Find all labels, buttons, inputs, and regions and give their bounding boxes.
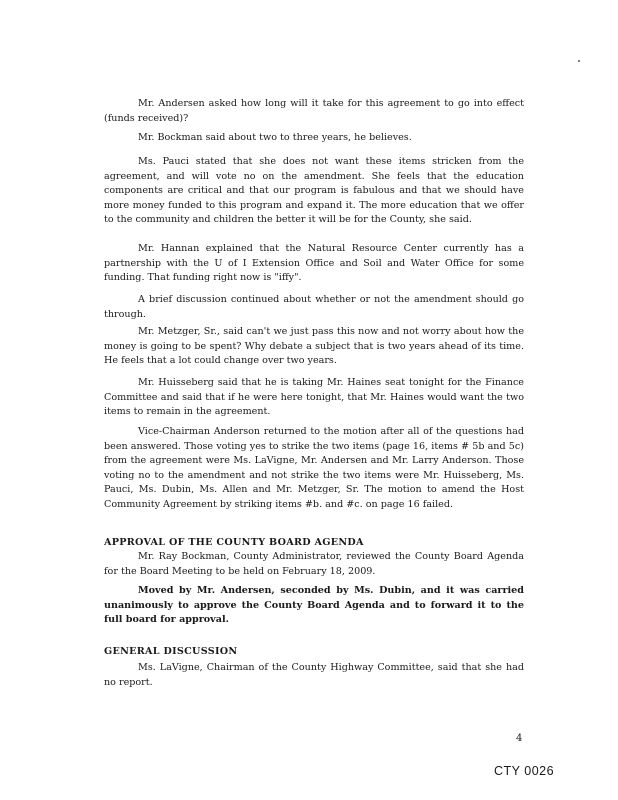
bates-number: CTY 0026 bbox=[494, 764, 555, 778]
scan-speck bbox=[578, 60, 580, 62]
paragraph-agenda-motion: Moved by Mr. Andersen, seconded by Ms. Dubin, and it was carried unanimously to approve the County Board Agenda and to forward it to the full board for approval. bbox=[104, 585, 524, 626]
paragraph-vote-result: Vice-Chairman Anderson returned to the motion after all of the questions had been answered. Those voting yes to strike the two items (page 16, items # 5b and 5c) from the agreement were Ms. LaVigne, Mr. Andersen and Mr. Larry Anderson. Those voting no to the amendment and not strike the two items were Mr. Huisseberg, Ms. Pauci, Ms. Dubin, Ms. Allen and Mr. Metzger, Sr. The motion to amend the Host Community Agreement by striking items #b. and #c. on page 16 failed. bbox=[104, 426, 524, 510]
paragraph-hannan-explanation: Mr. Hannan explained that the Natural Resource Center currently has a partnership with the U of I Extension Office and Soil and Water Office for some funding. That funding right now is "iffy". bbox=[104, 243, 524, 284]
paragraph-lavigne-report: Ms. LaVigne, Chairman of the County Highway Committee, said that she had no report. bbox=[104, 662, 524, 688]
paragraph-bockman-answer: Mr. Bockman said about two to three years, he believes. bbox=[138, 132, 412, 143]
page-number: 4 bbox=[516, 733, 523, 744]
paragraph-brief-discussion: A brief discussion continued about whether or not the amendment should go through. bbox=[104, 294, 524, 320]
heading-approval-agenda: APPROVAL OF THE COUNTY BOARD AGENDA bbox=[104, 537, 364, 548]
paragraph-metzger-comment: Mr. Metzger, Sr., said can't we just pass this now and not worry about how the money is going to be spent? Why debate a subject that is two years ahead of its time. He feels that a lot could change over two years. bbox=[104, 326, 524, 367]
paragraph-pauci-statement: Ms. Pauci stated that she does not want these items stricken from the agreement, and will vote no on the amendment. She feels that the education components are critical and that our program is fabulous and that we should have more money funded to this program and expand it. The more education that we offer to the community and children the better it will be for the County, she said. bbox=[104, 156, 524, 226]
heading-general-discussion: GENERAL DISCUSSION bbox=[104, 646, 238, 657]
paragraph-agenda-review: Mr. Ray Bockman, County Administrator, reviewed the County Board Agenda for the Board Meeting to be held on February 18, 2009. bbox=[104, 551, 524, 577]
paragraph-andersen-question: Mr. Andersen asked how long will it take for this agreement to go into effect (funds received)? bbox=[104, 98, 524, 124]
paragraph-huisseberg-comment: Mr. Huisseberg said that he is taking Mr. Haines seat tonight for the Finance Committee and said that if he were here tonight, that Mr. Haines would want the two items to remain in the agreement. bbox=[104, 377, 524, 418]
